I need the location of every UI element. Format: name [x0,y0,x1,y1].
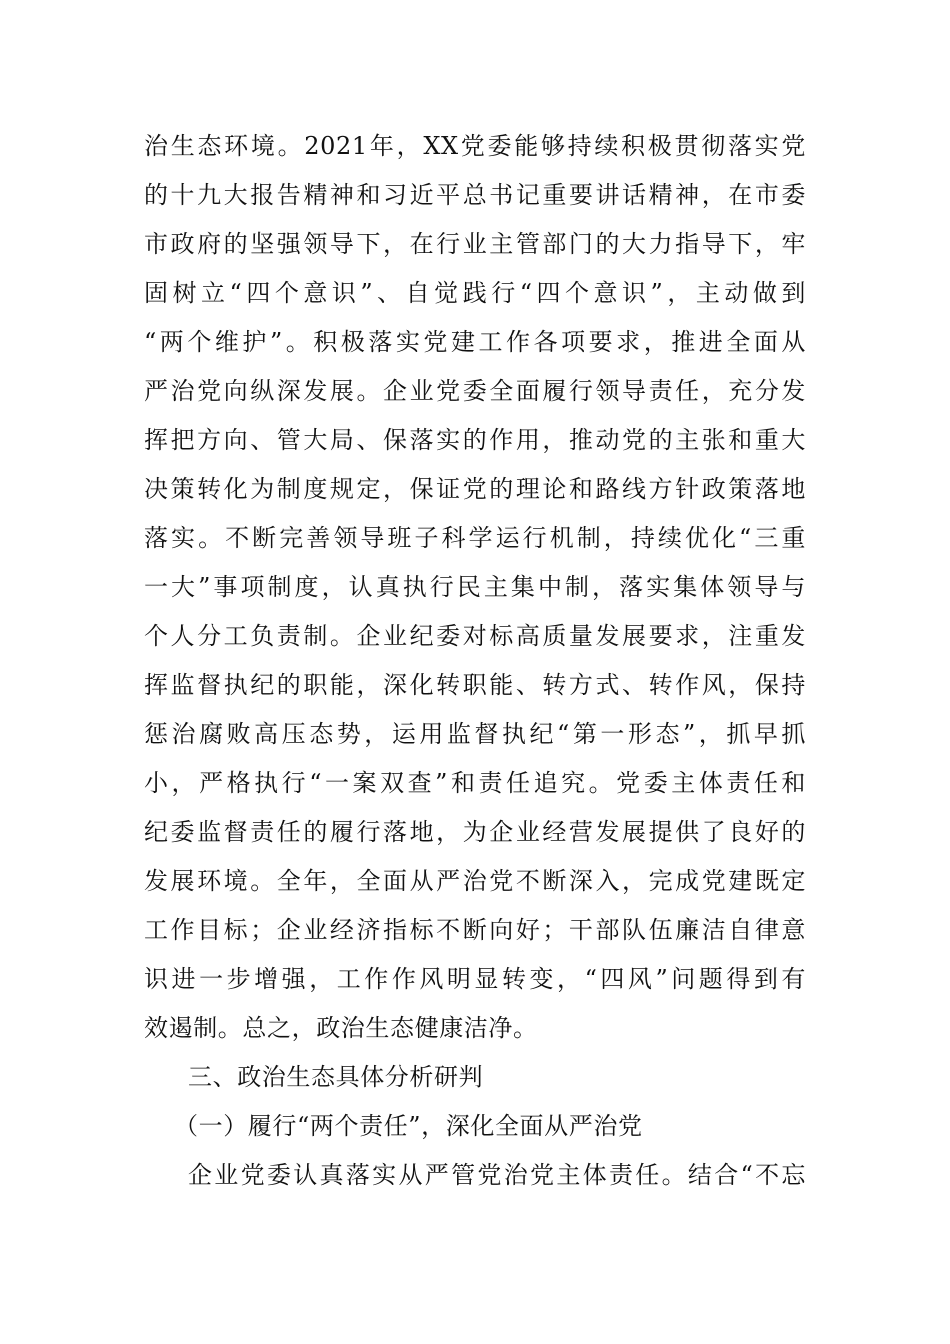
body-line: 严治党向纵深发展。企业党委全面履行领导责任，充分发 [144,377,806,405]
body-line: 固树立“四个意识”、自觉践行“四个意识”，主动做到 [144,279,806,307]
body-line: 纪委监督责任的履行落地，为企业经营发展提供了良好的 [144,818,806,846]
body-line: 的十九大报告精神和习近平总书记重要讲话精神，在市委 [144,181,806,209]
document-body [144,122,806,1200]
body-line: 惩治腐败高压态势，运用监督执纪“第一形态”，抓早抓 [144,720,806,748]
body-line-last: 效遏制。总之，政治生态健康洁净。 [144,1014,538,1042]
next-paragraph-start: 企业党委认真落实从严管党治党主体责任。结合“不忘 [188,1161,806,1189]
body-line: 小，严格执行“一案双查”和责任追究。党委主体责任和 [144,769,806,797]
body-line: 发展环境。全年，全面从严治党不断深入，完成党建既定 [144,867,806,895]
section-heading: 三、政治生态具体分析研判 [188,1063,484,1091]
body-line: 识进一步增强，工作作风明显转变，“四风”问题得到有 [144,965,806,993]
subsection-heading: （一）履行“两个责任”，深化全面从严治党 [174,1112,643,1140]
body-line: 市政府的坚强领导下，在行业主管部门的大力指导下，牢 [144,230,806,258]
body-line: 决策转化为制度规定，保证党的理论和路线方针政策落地 [144,475,806,503]
body-line: 治生态环境。2021年，XX党委能够持续积极贯彻落实党 [144,132,806,160]
body-line: 挥监督执纪的职能，深化转职能、转方式、转作风，保持 [144,671,806,699]
body-line: 工作目标；企业经济指标不断向好；干部队伍廉洁自律意 [144,916,806,944]
body-line: 挥把方向、管大局、保落实的作用，推动党的主张和重大 [144,426,806,454]
body-line: 个人分工负责制。企业纪委对标高质量发展要求，注重发 [144,622,806,650]
body-line: 一大”事项制度，认真执行民主集中制，落实集体领导与 [144,573,806,601]
body-line: “两个维护”。积极落实党建工作各项要求，推进全面从 [144,328,806,356]
body-line: 落实。不断完善领导班子科学运行机制，持续优化“三重 [144,524,806,552]
